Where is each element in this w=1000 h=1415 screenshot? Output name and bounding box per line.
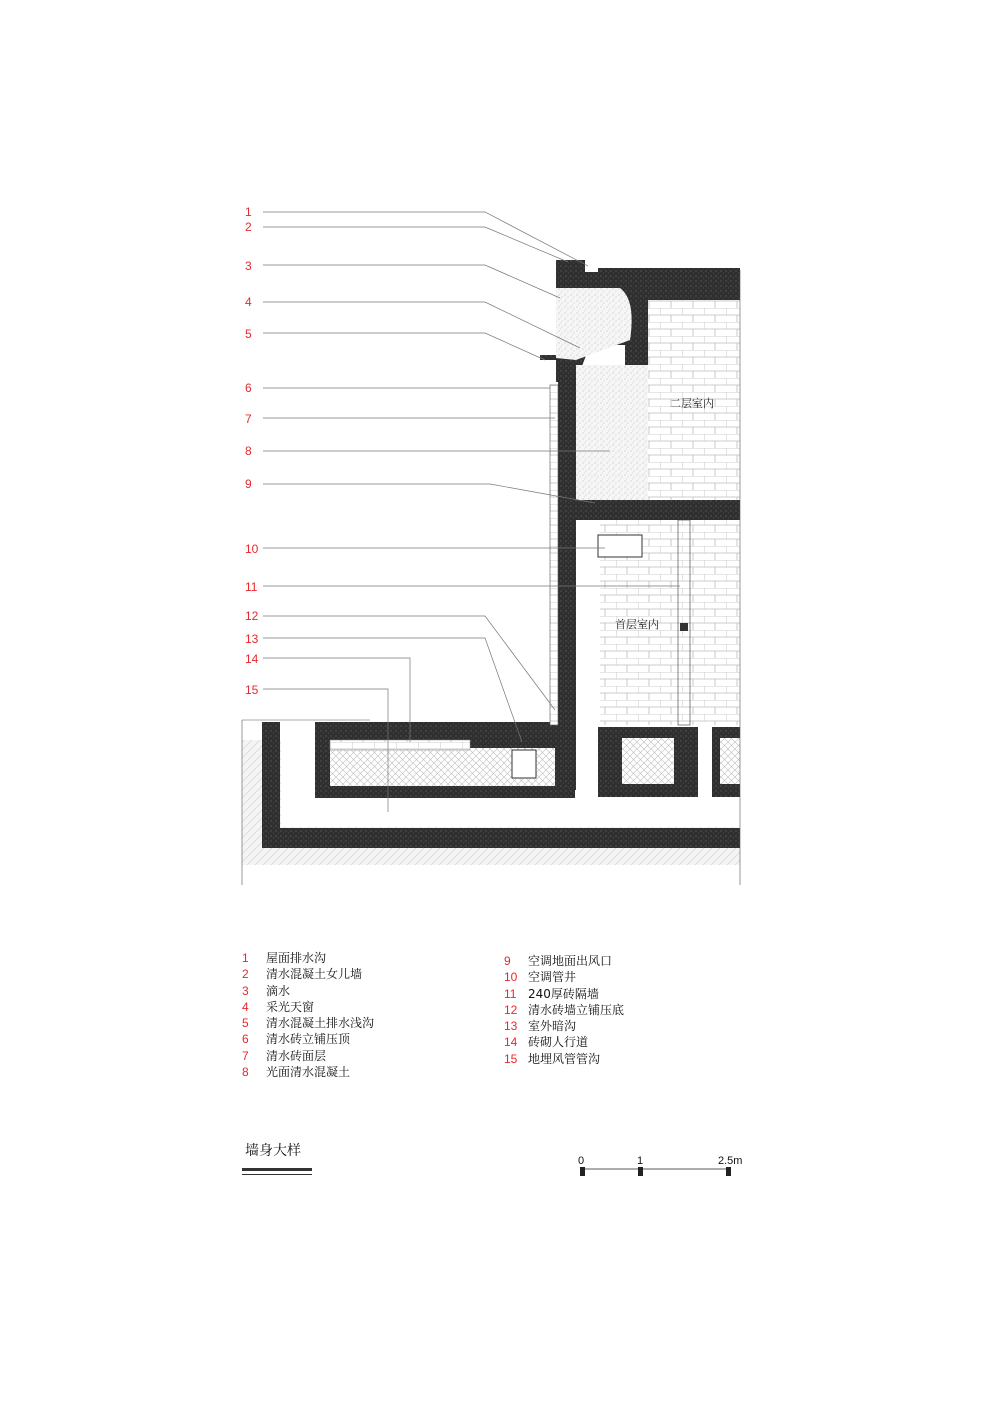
scale-label-1: 1 <box>637 1155 644 1167</box>
legend-left <box>242 950 374 1080</box>
legend-number: 7 <box>242 1048 249 1063</box>
legend-text: 空调地面出风口 <box>528 954 613 968</box>
legend-number: 2 <box>242 967 249 982</box>
legend-text: 地埋风管管沟 <box>528 1051 601 1066</box>
legend-item <box>242 1031 374 1047</box>
scale-bar <box>578 1155 742 1176</box>
foundation-void <box>622 738 674 784</box>
legend-number: 15 <box>504 1051 518 1066</box>
legend-item <box>504 1002 624 1018</box>
legend-text: 清水砖面层 <box>266 1048 327 1063</box>
foundation-void-2 <box>720 738 740 784</box>
legend-text: 清水混凝土排水浅沟 <box>266 1016 375 1031</box>
brick-facing-layer <box>550 385 558 725</box>
brick-walkway <box>330 740 470 750</box>
legend-item <box>504 969 624 985</box>
callout-6: 6 <box>245 381 252 395</box>
legend-number: 1 <box>242 951 249 965</box>
callout-7: 7 <box>245 412 252 426</box>
legend-number: 4 <box>242 999 249 1014</box>
legend-text: 砖砌人行道 <box>528 1035 589 1050</box>
title-underline <box>242 1168 312 1171</box>
legend-item <box>242 1048 374 1064</box>
legend-number: 10 <box>504 970 518 985</box>
legend-text: 滴水 <box>266 983 291 998</box>
legend-text: 240厚砖隔墙 <box>528 986 599 1001</box>
callout-13: 13 <box>245 632 259 646</box>
callout-9: 9 <box>245 477 252 491</box>
legend-item <box>242 1015 374 1031</box>
legend-item <box>504 1034 624 1050</box>
legend-number: 5 <box>242 1016 249 1031</box>
legend-number: 14 <box>504 1035 518 1050</box>
legend-text: 室外暗沟 <box>528 1019 577 1034</box>
callout-10: 10 <box>245 542 259 556</box>
callout-8: 8 <box>245 444 252 458</box>
legend-item <box>504 1018 624 1034</box>
legend-number: 9 <box>504 954 511 968</box>
legend-item <box>242 966 374 982</box>
legend-text: 清水混凝土女儿墙 <box>266 967 363 982</box>
legend-number: 13 <box>504 1019 518 1034</box>
callout-2: 2 <box>245 220 252 234</box>
callout-5: 5 <box>245 327 252 341</box>
legend-text: 采光天窗 <box>266 999 315 1014</box>
legend-right <box>504 953 624 1067</box>
callout-12: 12 <box>245 609 259 623</box>
legend-item <box>242 950 374 966</box>
legend-text: 光面清水混凝土 <box>266 1065 351 1080</box>
scale-label-0: 0 <box>578 1155 585 1167</box>
legend-item <box>504 1051 624 1067</box>
drawing-title: 墙身大样 <box>245 1143 301 1159</box>
legend-item <box>242 983 374 999</box>
callout-15: 15 <box>245 683 259 697</box>
drain-grate <box>512 750 536 778</box>
legend-text: 空调管井 <box>528 970 577 985</box>
skylight-fill <box>556 288 632 360</box>
legend-item <box>504 953 624 969</box>
title-underline-thin <box>242 1174 312 1175</box>
legend-number: 12 <box>504 1002 518 1017</box>
callout-4: 4 <box>245 295 252 309</box>
callout-1: 1 <box>245 205 252 219</box>
exterior-concrete-wall <box>558 380 576 790</box>
legend-item <box>242 999 374 1015</box>
legend-number: 8 <box>242 1065 249 1080</box>
legend-item <box>504 986 624 1002</box>
ac-duct <box>598 535 642 557</box>
room-label-first-floor: 首层室内 <box>615 618 659 631</box>
brick-partition <box>678 520 690 725</box>
callout-3: 3 <box>245 259 252 273</box>
smooth-concrete-fill <box>576 365 648 500</box>
callout-11: 11 <box>245 580 258 594</box>
legend-number: 11 <box>504 986 517 1001</box>
scale-label-end: 2.5m <box>718 1155 743 1167</box>
floor-slab <box>576 500 740 520</box>
callout-numbers <box>245 205 259 697</box>
legend-number: 3 <box>242 983 249 998</box>
room-label-second-floor: 二层室内 <box>670 397 714 410</box>
legend-text: 屋面排水沟 <box>266 951 327 965</box>
legend-text: 清水砖墙立铺压底 <box>528 1002 625 1017</box>
partition-marker <box>680 623 688 631</box>
legend-item <box>242 1064 374 1080</box>
legend-text: 清水砖立铺压顶 <box>266 1032 351 1047</box>
legend-number: 6 <box>242 1032 249 1047</box>
callout-14: 14 <box>245 652 259 666</box>
